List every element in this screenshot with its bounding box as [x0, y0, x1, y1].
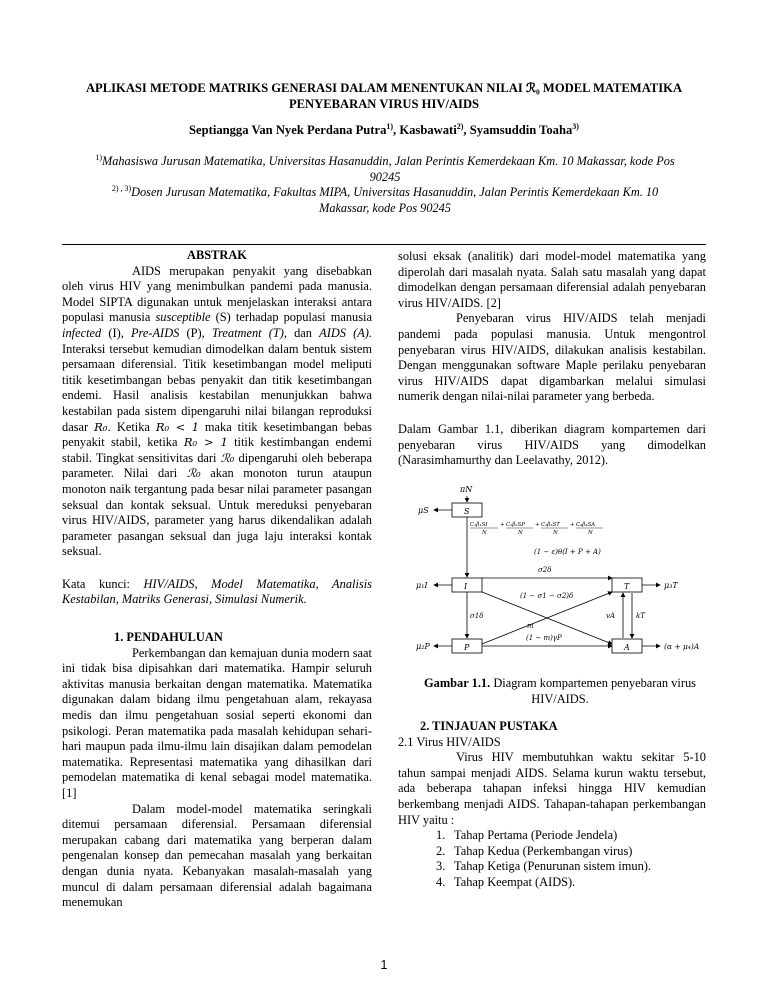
node-i-label: I: [464, 582, 468, 591]
svg-text:N: N: [482, 530, 487, 536]
affiliation-1-text: Mahasiswa Jurusan Matematika, Universitas Hasanuddin, Jalan Perintis Kemerdekaan Km. 10 Makassar, kode Pos 90245: [102, 154, 675, 184]
list-item: 4. Tahap Keempat (AIDS).: [436, 874, 576, 889]
svg-text:C₃β₃ST: C₃β₃ST: [541, 522, 560, 528]
compartment-diagram: [414, 485, 714, 664]
author-1: Septiangga Van Nyek Perdana Putra: [189, 123, 387, 138]
section-1-para-3: solusi eksak (analitik) dari model-model matematika yang diperolah dari masalah nyata. Salah satu masalah yang dapat dimodelkan dengan persamaan diferensial adalah penyebaran virus HIV/AIDS. [2]: [398, 249, 706, 310]
svg-text:+: +: [500, 522, 505, 528]
list-item: 3. Tahap Ketiga (Penurunan sistem imun).: [436, 859, 651, 874]
author-3: Syamsuddin Toaha: [469, 123, 573, 138]
affiliation-1: [95, 150, 675, 185]
affiliation-2-sup: 2) , 3): [111, 184, 132, 193]
svg-text:N: N: [588, 530, 593, 536]
section-2: [398, 719, 706, 891]
section-1-para-5: Dalam Gambar 1.1, diberikan diagram kompartemen dari penyebaran virus HIV/AIDS yang dimodelkan (Narasimhamurthy dan Leelavathy, 2012).: [398, 421, 706, 468]
affiliation-2-text: Dosen Jurusan Matematika, Fakultas MIPA, Universitas Hasanuddin, Jalan Perintis Kemerdekaan Km. 10 Makassar, kode Pos 90245: [131, 185, 659, 215]
section-2-heading: 2. TINJAUAN PUSTAKA: [420, 719, 558, 733]
svg-text:N: N: [518, 530, 523, 536]
label-mu2-p: μ₂P: [416, 642, 430, 651]
node-t-label: T: [624, 582, 630, 591]
section-2-para-1: Virus HIV membutuhkan waktu sekitar 5-10 tahun sampai menjadi AIDS. Selama kurun waktu tersebut, ada beberapa tahapan infeksi hingga HIV kemudian berkembang menjadi AIDS. Tahapan-tahapan perkembangan HIV yaitu :: [398, 750, 706, 827]
section-1-para-2: Dalam model-model matematika seringkali ditemui persamaan diferensial. Persamaan diferensial merupakan cabang dari matematika yang berperan dalam pengenalan konsep dan pemecahan masalah yang berkaitan dengan dunia nyata. Kebanyakan masalah-masalah yang muncul di dalam persamaan diferensial adalah bagaimana menemukan: [62, 801, 372, 910]
section-2-subheading: 2.1 Virus HIV/AIDS: [398, 734, 501, 749]
abstract-text: AIDS merupakan penyakit yang disebabkan oleh virus HIV yang menimbulkan pandemi pada manusia. Model SIPTA digunakan untuk menjelaskan interaksi antara populasi manusia susceptible (S) terhadap populasi manusia infected (I), Pre-AIDS (P), Treatment (T), dan AIDS (A). Interaksi tersebut kemudian dimodelkan dalam bentuk sistem persamaan diferensial. Titik kesetimbangan model meliputi titik kesetimbangan bebas penyakit dan titik kesetimbangan endemi. Hasil analisis kestabilan menunjukkan bahwa kestabilan pada sistem dipengaruhi nilai bilangan reproduksi dasar R₀. Ketika R₀ < 1 maka titik kesetimbangan bebas penyakit stabil, ketika R₀ > 1 titik kestimbangan endemi stabil. Tingkat sensitivitas dari ℛ₀ dipengaruhi oleh beberapa parameter. Nilai dari ℛ₀ akan monoton turun ataupun monoton naik tergantung pada besar nilai parameter pasangan seksual dan kontak seksual. Untuk mereduksi penyebaran virus HIV/AIDS, parameter yang harus dikendalikan adalah parameter pasangan seksual dan juga laju interaksi kontak seksual.: [62, 263, 373, 559]
node-a-label: A: [624, 643, 630, 652]
section-1-para-4: Penyebaran virus HIV/AIDS telah menjadi pandemi pada populasi manusia. Untuk mengontrol penyebaran virus HIV/AIDS, dilakukan analisis kestabilan. Dengan menggunakan software Maple perilaku penyebaran virus HIV/AIDS dapat digambarkan melalui simulasi numerik dengan nilai-nilai parameter yang berbeda.: [398, 311, 706, 404]
label-pa: (1 − m)γP: [526, 634, 562, 642]
label-va: vA: [606, 612, 616, 620]
label-sigma1: σ1δ: [470, 612, 484, 620]
section-1-heading: 1. PENDAHULUAN: [114, 630, 223, 645]
label-inflow: πN: [460, 485, 473, 494]
svg-text:+: +: [570, 522, 575, 528]
author-3-sup: 3): [572, 122, 579, 131]
label-mu-s: μS: [418, 506, 429, 515]
left-column: [62, 248, 372, 911]
section-1-para-1: Perkembangan dan kemajuan dunia modern saat ini tidak bisa dipisahkan dari matematika. Hampir seluruh aktivitas manusia berkaitan dengan matematika. Matematika digunakan dalam bidang ilmu pengetahuan alam, rekayasa medis dan ilmu pengetahuan sosial seperti ekonomi dan psikologi. Peran matematika pada masalah kehidupan sehari-hari maupun pada ilmu-ilmu lain disajikan dalam pemodelan matematika. Representasi matematika yang dihasilkan dari pemodelan matematika di kenal sebagai model matematika.[1]: [62, 645, 372, 800]
node-p-label: P: [464, 643, 470, 652]
svg-text:C₁β₁SI: C₁β₁SI: [470, 522, 488, 528]
affiliation-2: [95, 181, 675, 216]
list-item: 2. Tahap Kedua (Perkembangan virus): [436, 843, 633, 858]
author-2-sup: 2): [456, 122, 464, 131]
paper-title: APLIKASI METODE MATRIKS GENERASI DALAM MENENTUKAN NILAI ℛ₀ MODEL MATEMATIKA PENYEBARAN VIRUS HIV/AIDS: [85, 81, 683, 111]
page-number: 1: [380, 958, 388, 972]
label-ia: (1 − σ1 − σ2)δ: [520, 592, 574, 600]
force-of-infection: [470, 522, 603, 536]
affiliation-1-sup: 1): [95, 153, 102, 162]
label-alpha-a: (α + μ₄)A: [664, 642, 700, 651]
node-s-label: S: [464, 507, 470, 516]
label-kt: kT: [636, 612, 645, 620]
svg-text:N: N: [553, 530, 558, 536]
hiv-stage-list: [398, 828, 706, 890]
label-sigma2: σ2δ: [538, 566, 552, 574]
svg-text:C₄β₄SA: C₄β₄SA: [576, 522, 596, 528]
abstract-heading: ABSTRAK: [187, 248, 247, 262]
author-line: Septiangga Van Nyek Perdana Putra$^{1)}$, Kasbawati$^{2)}$, Syamsuddin Toaha$^{3)}$: [189, 122, 579, 138]
author-2: Kasbawati: [399, 123, 457, 138]
right-column: [398, 249, 706, 469]
svg-text:+: +: [535, 522, 540, 528]
keywords: Kata kunci: HIV/AIDS, Model Matematika, Analisis Kestabilan, Matriks Generasi, Simulasi Numerik.: [62, 576, 372, 607]
label-it-top: (1 − ε)θ(I + P + A): [534, 548, 601, 556]
list-item: 1. Tahap Pertama (Periode Jendela): [436, 828, 618, 843]
label-mu3-t: μ₃T: [664, 581, 678, 590]
label-m: m: [527, 622, 534, 630]
figure-caption: Gambar 1.1. Diagram kompartemen penyebaran virus HIV/AIDS.: [424, 676, 696, 706]
author-1-sup: 1): [386, 122, 394, 131]
header-divider: [62, 244, 706, 245]
label-mu1-i: μ₁I: [416, 581, 428, 590]
svg-text:C₂β₂SP: C₂β₂SP: [506, 522, 525, 528]
